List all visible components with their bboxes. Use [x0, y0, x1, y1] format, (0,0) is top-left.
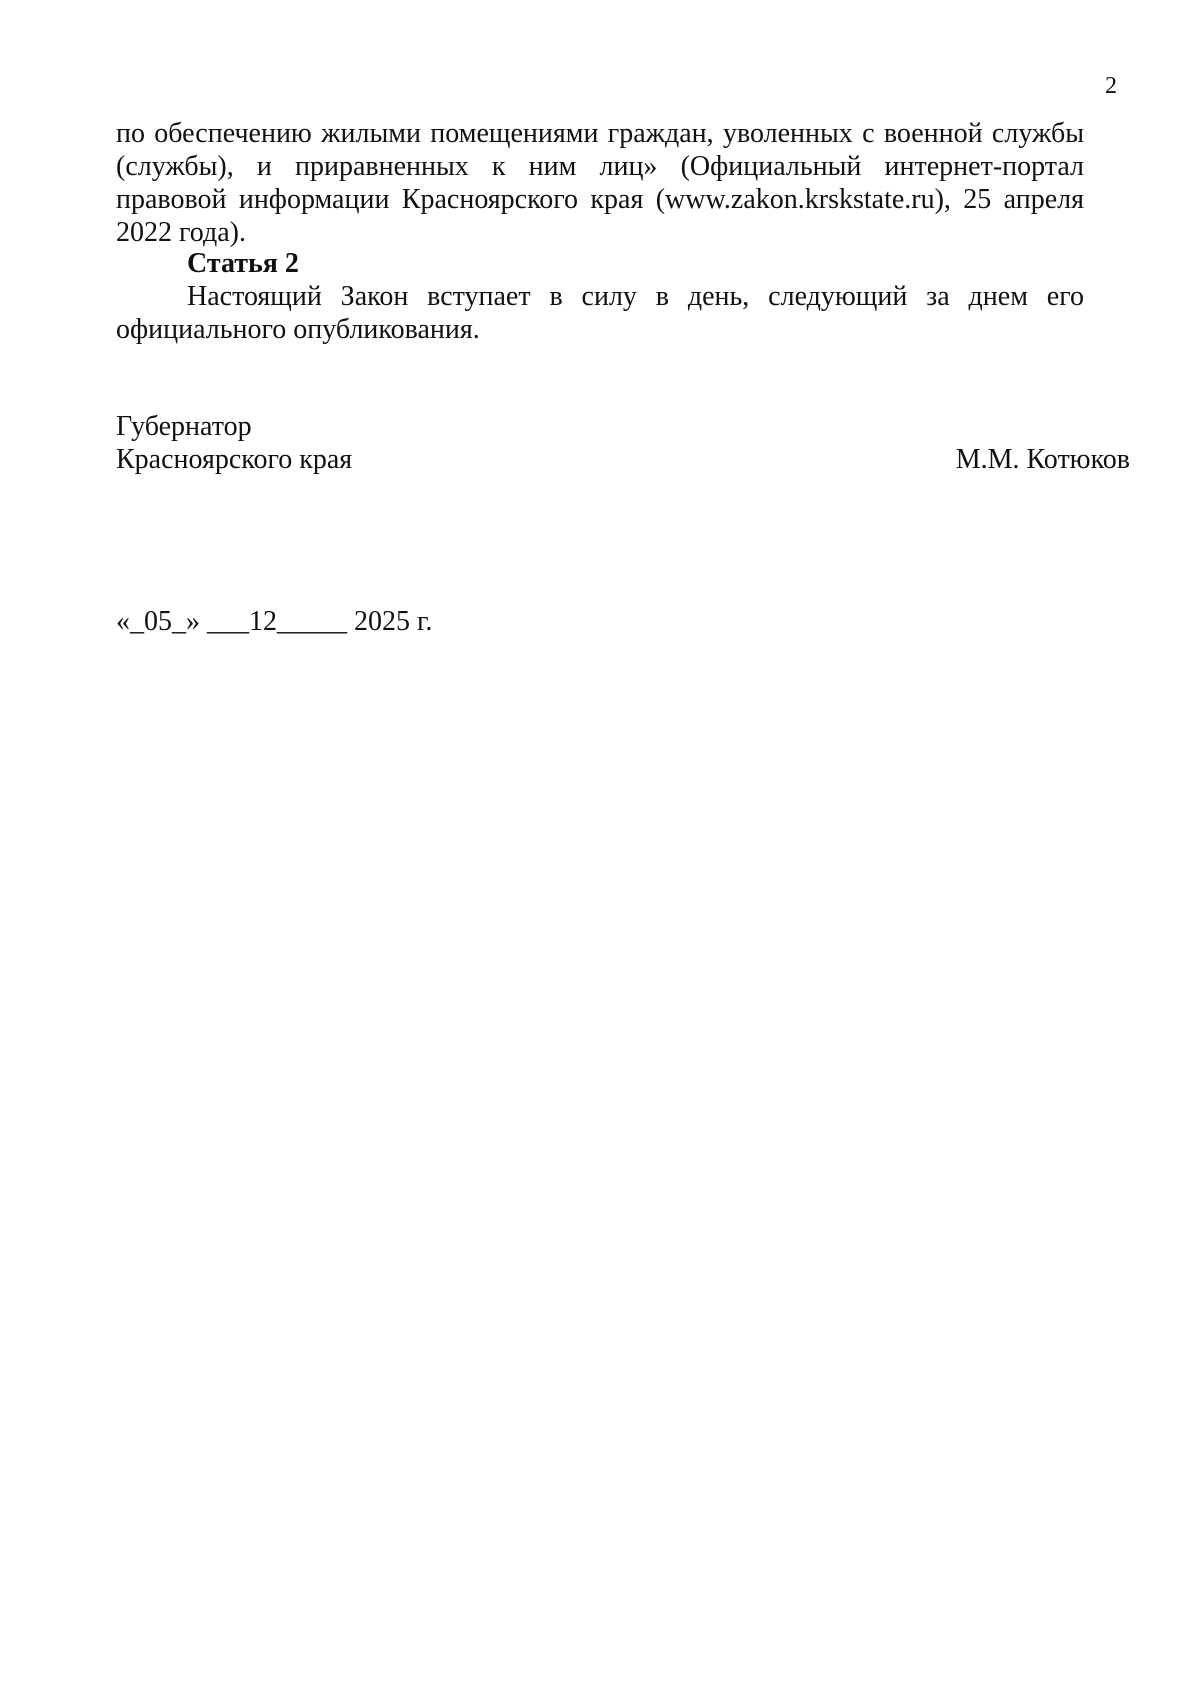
signatory-name: М.М. Котюков [955, 444, 1130, 475]
signature-block [116, 410, 1130, 476]
signatory-title-line1: Губернатор [116, 411, 252, 442]
page-number: 2 [1105, 73, 1117, 99]
article-body: Настоящий Закон вступает в силу в день, следующий за днем его официального опубликования. [116, 281, 1084, 345]
signatory-title-line2: Красноярского края [116, 444, 353, 475]
article-heading: Статья 2 [187, 248, 299, 279]
signing-date: «_05_» ___12_____ 2025 г. [116, 606, 433, 637]
continued-paragraph: по обеспечению жилыми помещениями граждан, уволенных с военной службы (службы), и приравненных к ним лиц» (Официальный интернет-портал правовой информации Красноярского края (www.zakon.krskstate.ru), 25 апреля 2022 года). [116, 118, 1084, 248]
signature-row [116, 443, 1130, 476]
